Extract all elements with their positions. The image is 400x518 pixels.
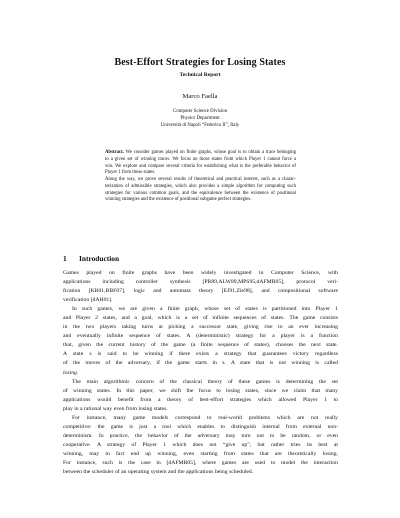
body-line: in the two players taking turns at picking a successor state, giving rise to an ever increasing: [63, 324, 338, 331]
author-affiliation: [0, 109, 400, 129]
section-heading: [63, 254, 119, 263]
section-title: Introduction: [79, 254, 120, 263]
abstract-line: winning strategies and the existence of positional subgame perfect strategies.: [105, 197, 252, 203]
body-line: verification [dAH01].: [63, 297, 113, 304]
author-name: Marco Faella: [182, 93, 218, 100]
abstract-line: win. We explore and compare several criteria for establishing what is the preferable behavior of: [105, 163, 296, 169]
affiliation-line: Physics Department: [180, 115, 220, 121]
body-line: between the scheduler of an operating system and the applications being scheduled.: [63, 469, 254, 476]
body-line: Games played on finite graphs have been widely investigated in Computer Science, with: [63, 270, 338, 276]
body-line: applications would benefit from a theory of best-effort strategies which allowed Player 1 to: [63, 396, 338, 403]
abstract-line: Abstract. We consider games played on finite graphs, whose goal is to obtain a trace belonging: [105, 150, 297, 155]
body-line: competitive: the game is just a tool which enables to distinguish internal from external non-: [63, 423, 338, 430]
body-line: determinism. In practice, the behavior of the adversary may turn out to be random, or even: [63, 432, 338, 439]
body-line: applications including controller synthesis [PR89,ALW89,MPS95,dAFMR05], protocol veri-: [63, 279, 338, 286]
body-line: and eventually infinite sequence of states. A (deterministic) strategy for a player is a function: [63, 333, 338, 340]
abstract-line: Along the way, we prove several results of theoretical and practical interest, such as a charac-: [105, 177, 296, 182]
affiliation-line: Computer Science Division: [172, 109, 228, 114]
body-line: and Player 2 states, and a goal, which is a set of infinite sequences of states. The game consists: [63, 315, 338, 322]
body-line: The main algorithmic concern of the classical theory of these games is determining the set: [72, 378, 338, 385]
body-line: of the moves of the adversary, if the game starts in s. A state that is not winning is called: [63, 360, 338, 367]
abstract-line: Player 1 from those states.: [105, 170, 156, 176]
section-number: 1: [63, 254, 67, 263]
body-line: In such games, we are given a finite graph, whose set of states is partitioned into Player 1: [72, 306, 338, 313]
body-text: [63, 269, 338, 477]
body-line: A state s is said to be winning if there exists a strategy that guarantees victory regardless: [63, 351, 338, 358]
body-line: For instance, many game models correspond to real-world problems which are not really: [72, 414, 338, 421]
body-line: winning, may in fact end up winning, even starting from states that are theoretically losing.: [63, 450, 338, 457]
body-line: cooperative. A strategy of Player 1 which does not “give up”, but rather tries its best at: [63, 441, 338, 448]
abstract-line: to a given set of winning traces. We focus on those states from which Player 1 cannot force a: [105, 156, 296, 162]
body-line: play in a rational way even from losing states.: [63, 405, 168, 412]
body-line: losing.: [63, 369, 79, 376]
body-line: fication [KR01,BBF07], logic and automata theory [EJ91,Zie98], and compositional software: [63, 288, 338, 295]
affiliation-line: Università di Napoli “Federico II”, Italy: [160, 122, 240, 128]
body-line: For instance, such is the case in [dAFMR05], where games are used to model the interaction: [63, 459, 338, 466]
abstract-line: strategies for various common goals, and the equivalence between the existence of positional: [105, 190, 296, 196]
body-line: of winning states. In this paper, we shift the focus to losing states, since we claim that many: [63, 387, 338, 394]
paper-title: Best-Effort Strategies for Losing States: [114, 57, 286, 68]
abstract: [105, 150, 296, 204]
paper-subtitle: Technical Report: [179, 72, 221, 78]
abstract-line: terization of admissible strategies, which also provides a simple algorithm for computing such: [105, 183, 296, 189]
body-line: that, given the current history of the game (a finite sequence of states), chooses the next state.: [63, 342, 338, 349]
abstract-label: Abstract.: [105, 150, 124, 155]
